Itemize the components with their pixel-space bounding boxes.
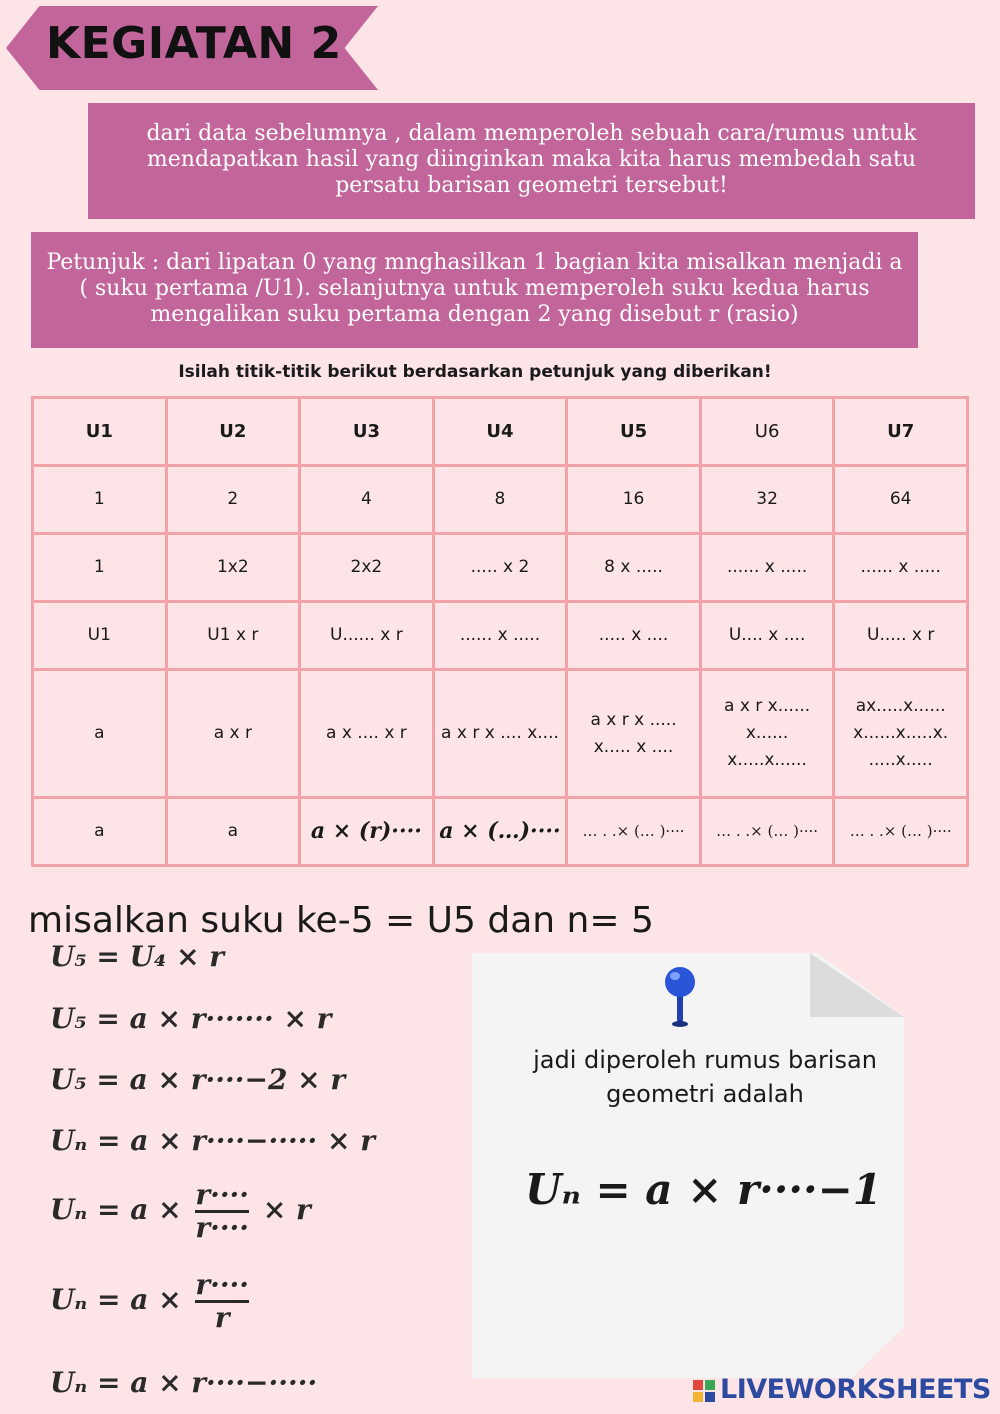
fill-in-cell[interactable]: ..... x .... xyxy=(567,602,701,670)
instruction-text: Isilah titik-titik berikut berdasarkan petunjuk yang diberikan! xyxy=(178,362,772,382)
fraction xyxy=(195,1270,249,1333)
fraction xyxy=(195,1180,249,1243)
table-cell: 1x2 xyxy=(166,534,300,602)
fill-in-cell[interactable]: ...... x ..... xyxy=(834,534,968,602)
derivation-line-6 xyxy=(50,1270,253,1333)
table-cell: 64 xyxy=(834,466,968,534)
fill-in-cell[interactable]: U..... x r xyxy=(834,602,968,670)
derivation-line-5 xyxy=(50,1180,311,1243)
header-cell: U4 xyxy=(433,398,567,466)
fill-in-cell[interactable]: … . .× (… )···· xyxy=(834,798,968,866)
fill-in-cell[interactable]: ...... x ..... xyxy=(700,534,834,602)
table-cell: 4 xyxy=(300,466,434,534)
final-formula[interactable]: Uₙ = a × r····−1 xyxy=(525,1165,882,1214)
fill-in-cell[interactable]: U...... x r xyxy=(300,602,434,670)
table-row xyxy=(33,670,968,798)
fill-in-cell[interactable]: a × (r)···· xyxy=(300,798,434,866)
table-cell: U1 xyxy=(33,602,167,670)
sequence-table xyxy=(31,396,969,867)
fraction-denominator[interactable]: r···· xyxy=(195,1211,250,1244)
fill-in-cell[interactable]: a x r x .... x.... xyxy=(433,670,567,798)
table-header-row xyxy=(33,398,968,466)
fill-in-cell[interactable]: a x r x ..... x..... x .... xyxy=(567,670,701,798)
derivation-line-2[interactable]: U₅ = a × r······· × r xyxy=(50,1002,332,1035)
fill-in-cell[interactable]: ax.....x...... x......x.....x. .....x..... xyxy=(834,670,968,798)
eq-prefix: Uₙ = a × xyxy=(50,1283,182,1316)
table-row xyxy=(33,466,968,534)
table-row xyxy=(33,798,968,866)
derivation-line-1: U₅ = U₄ × r xyxy=(50,940,225,973)
fraction-numerator[interactable]: r···· xyxy=(195,1178,250,1211)
header-cell: U1 xyxy=(33,398,167,466)
fill-in-cell[interactable]: … . .× (… )···· xyxy=(567,798,701,866)
table-cell: 1 xyxy=(33,534,167,602)
derivation-line-3[interactable]: U₅ = a × r····−2 × r xyxy=(50,1063,346,1096)
fill-in-cell[interactable]: 8 x ..... xyxy=(567,534,701,602)
page-title: KEGIATAN 2 xyxy=(46,18,342,69)
fill-in-cell[interactable]: a × (…)···· xyxy=(433,798,567,866)
derivation-line-7[interactable]: Uₙ = a × r····−····· xyxy=(50,1366,318,1399)
table-cell: 8 xyxy=(433,466,567,534)
fill-in-cell[interactable]: a x r x...... x...... x.....x...... xyxy=(700,670,834,798)
fill-in-cell[interactable]: … . .× (… )···· xyxy=(700,798,834,866)
fill-in-cell[interactable]: a x .... x r xyxy=(300,670,434,798)
hint-box xyxy=(31,232,918,348)
fill-in-cell[interactable]: U.... x .... xyxy=(700,602,834,670)
table-cell: a xyxy=(166,798,300,866)
intro-text: dari data sebelumnya , dalam memperoleh sebuah cara/rumus untuk mendapatkan hasil yang diinginkan maka kita harus membedah satu persatu barisan geometri tersebut! xyxy=(146,121,917,198)
fraction-numerator[interactable]: r···· xyxy=(195,1268,250,1301)
table-row xyxy=(33,602,968,670)
liveworksheets-logo-icon xyxy=(693,1380,715,1402)
hint-text: Petunjuk : dari lipatan 0 yang mnghasilkan 1 bagian kita misalkan menjadi a ( suku pertama /U1). selanjutnya untuk memperoleh suku kedua harus mengalikan suku pertama dengan 2 yang disebut r (rasio) xyxy=(46,250,903,327)
eq-prefix: Uₙ = a × xyxy=(50,1193,182,1226)
table-cell: 16 xyxy=(567,466,701,534)
table-cell: 2x2 xyxy=(300,534,434,602)
header-cell: U6 xyxy=(700,398,834,466)
intro-box xyxy=(88,103,975,219)
table-row xyxy=(33,534,968,602)
derivation-line-4[interactable]: Uₙ = a × r····−····· × r xyxy=(50,1124,375,1157)
table-cell: 2 xyxy=(166,466,300,534)
fill-in-cell[interactable]: ...... x ..... xyxy=(433,602,567,670)
header-cell: U5 xyxy=(567,398,701,466)
note-text: jadi diperoleh rumus barisan geometri adalah xyxy=(533,1046,877,1108)
header-cell: U7 xyxy=(834,398,968,466)
fraction-denominator: r xyxy=(214,1301,230,1334)
header-cell: U2 xyxy=(166,398,300,466)
eq-suffix: × r xyxy=(262,1193,311,1226)
table-cell: 1 xyxy=(33,466,167,534)
header-cell: U3 xyxy=(300,398,434,466)
table-cell: a xyxy=(33,670,167,798)
fill-in-cell[interactable]: ..... x 2 xyxy=(433,534,567,602)
brand-logo: LIVEWORKSHEETS xyxy=(720,1374,991,1405)
table-cell: 32 xyxy=(700,466,834,534)
table-cell: U1 x r xyxy=(166,602,300,670)
table-cell: a x r xyxy=(166,670,300,798)
pushpin-icon xyxy=(660,962,700,1032)
subheading: misalkan suku ke-5 = U5 dan n= 5 xyxy=(28,900,654,941)
table-cell: a xyxy=(33,798,167,866)
